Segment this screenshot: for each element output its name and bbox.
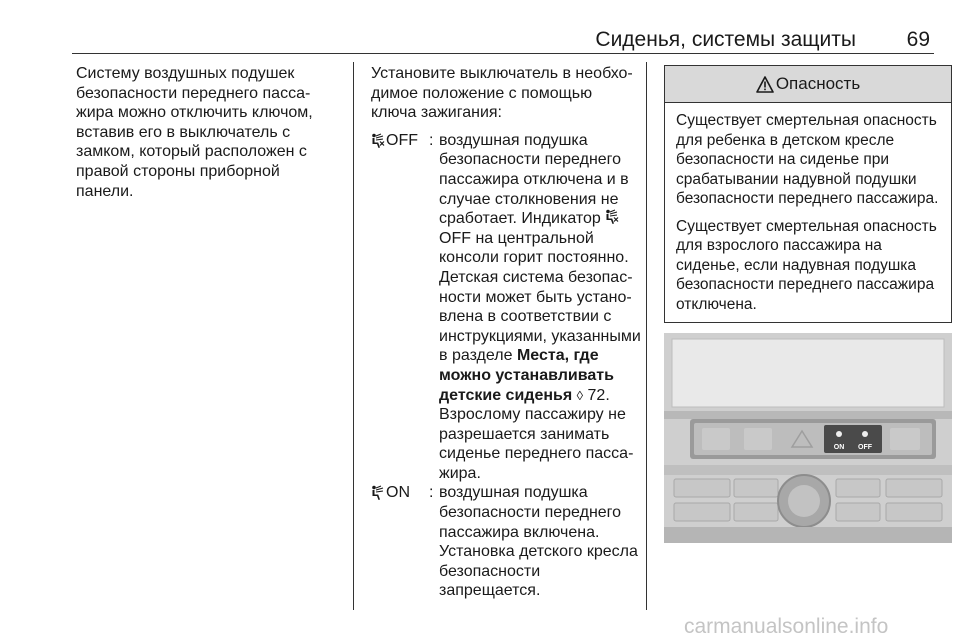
- passenger-airbag-off-icon: [605, 209, 619, 225]
- warning-paragraph: Существует смертельная опасность для взрослого пассажира на сиденье, если надувная подушка безопасности переднего пассажира отключена.: [676, 217, 937, 313]
- passenger-airbag-off-icon: [371, 133, 385, 149]
- column-left: [76, 64, 336, 201]
- off-button-label: OFF: [858, 444, 872, 451]
- switch-instruction: Установите выключатель в необходимое положение с помощью ключа зажигания:: [371, 65, 633, 122]
- description-text: на центральной консоли горит постоянно. Детская система безопасности может быть установлена в соответствии с инструкциями, указанными в разделе: [439, 229, 641, 365]
- on-button-label: ON: [833, 444, 845, 451]
- term-off: [371, 131, 429, 484]
- warning-body: [665, 103, 951, 314]
- page-number: 69: [906, 28, 930, 51]
- column-middle: [371, 64, 641, 601]
- description-text: Взрослому пассажиру не разрешается занимать сиденье переднего пассажира.: [439, 406, 634, 482]
- term-on-label: ON: [386, 484, 410, 502]
- colon: :: [429, 131, 434, 149]
- switch-panel-photo: [664, 333, 952, 543]
- warning-header: [665, 66, 951, 103]
- list-item: [371, 131, 641, 484]
- danger-warning-box: [664, 65, 952, 323]
- description-text: воздушная подушка безопасности переднего пассажира отключена и в случае столкновения не сработает. Индикатор: [439, 131, 629, 228]
- term-off-label: OFF: [386, 131, 418, 149]
- header-title: Сиденья, системы защиты: [595, 28, 856, 51]
- switch-positions-list: [371, 131, 641, 601]
- reference-page: 72.: [583, 386, 610, 404]
- page-header: [72, 18, 934, 54]
- dashboard-illustration: [664, 333, 952, 543]
- cross-reference-link[interactable]: Места, где можно устанавливать детские сиденья: [439, 347, 614, 404]
- indicator-label: OFF: [439, 229, 471, 247]
- intro-paragraph: Систему воздушных подушек безопасности переднего пассажира можно отключить ключом, вставив его в выключатель с замком, который расположен с правой стороны приборной панели.: [76, 65, 313, 200]
- reference-arrow-icon: ◊: [576, 387, 584, 403]
- term-off-description: [439, 131, 641, 484]
- warning-triangle-icon: [756, 76, 774, 93]
- column-divider: [353, 62, 354, 610]
- term-on-description: воздушная подушка безопасности переднего пассажира включена. Установка детского кресла безопасности запрещается.: [439, 484, 638, 600]
- watermark: carmanualsonline.info: [684, 615, 889, 638]
- passenger-airbag-on-icon: [371, 485, 385, 501]
- column-divider: [646, 62, 647, 610]
- term-on: [371, 483, 429, 601]
- list-item: [371, 483, 641, 601]
- warning-title: Опасность: [775, 74, 861, 93]
- colon: :: [429, 484, 434, 502]
- warning-paragraph: Существует смертельная опасность для ребенка в детском кресле безопасности на сиденье при срабатывании надувной подушки безопасности переднего пассажира.: [676, 112, 939, 207]
